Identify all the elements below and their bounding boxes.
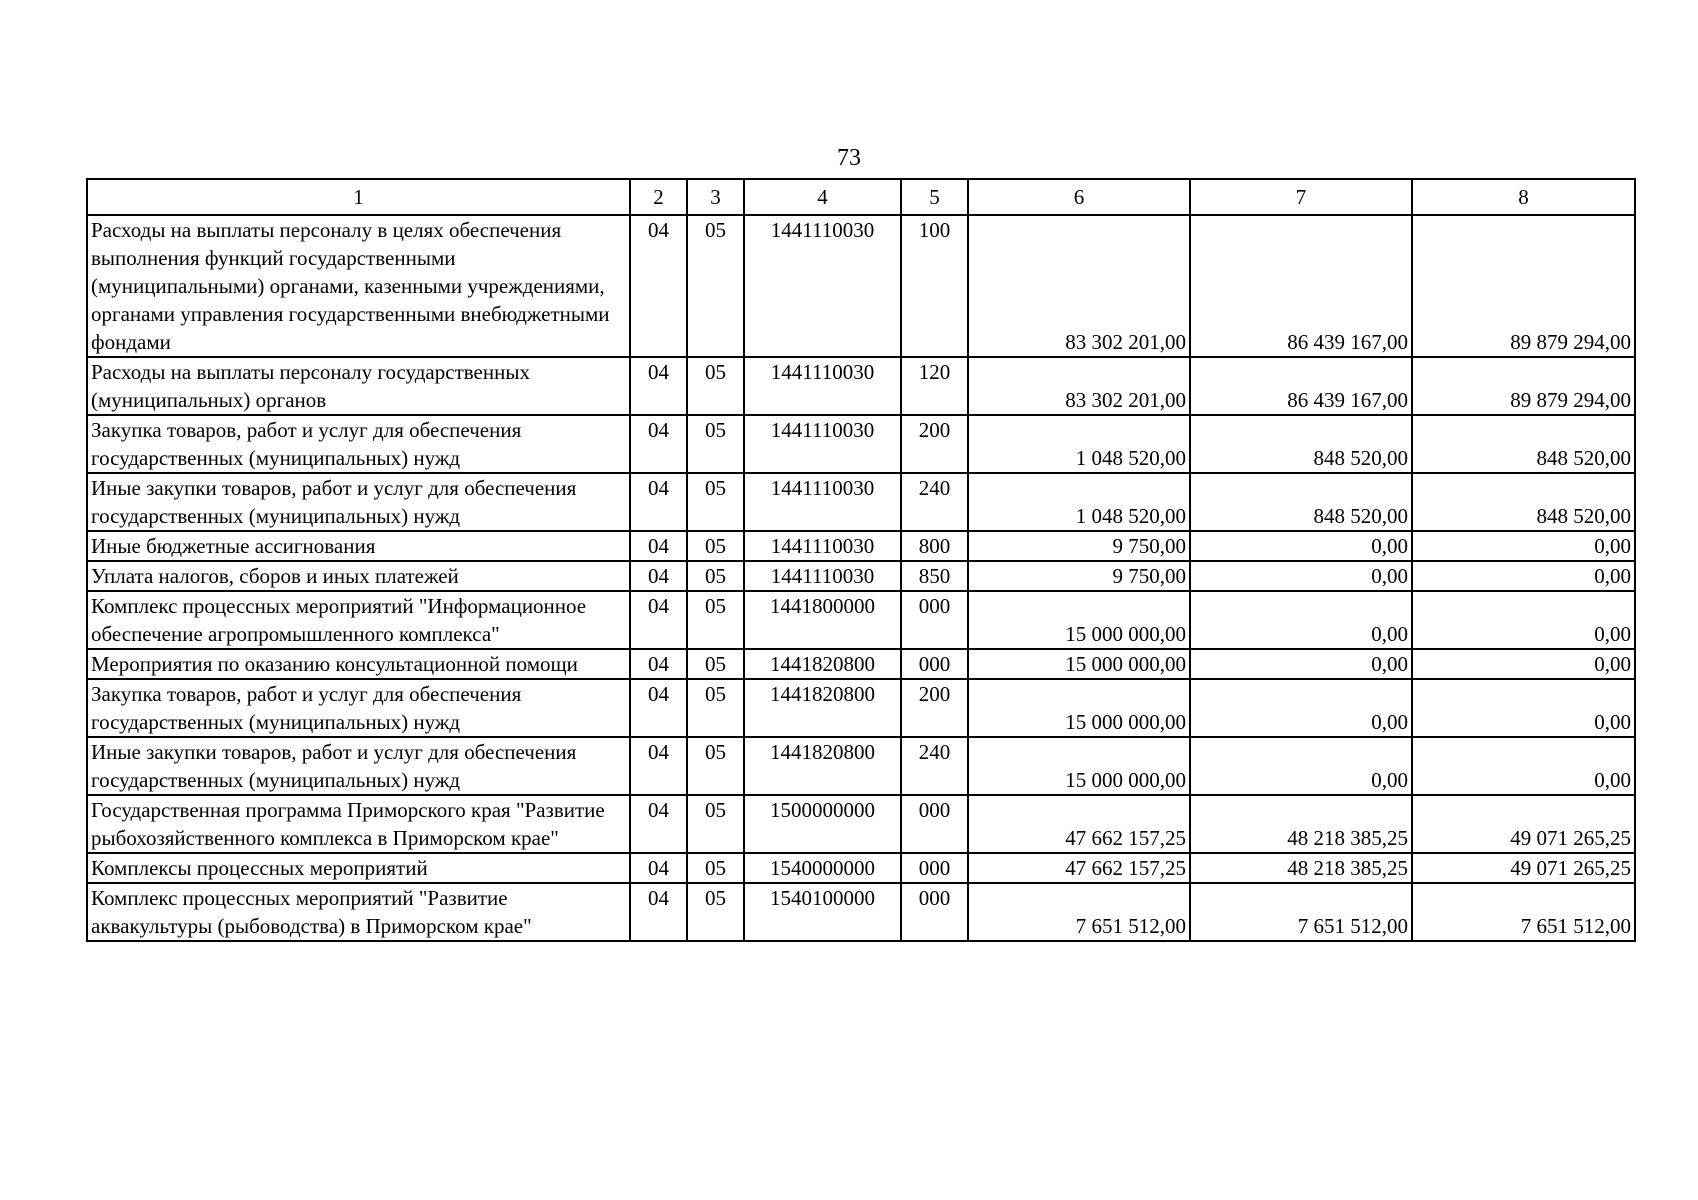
target-article-cell: 1441110030 xyxy=(744,357,901,415)
subsection-code-cell: 05 xyxy=(687,415,744,473)
amount-col8-cell: 0,00 xyxy=(1412,737,1635,795)
amount-col8-cell: 49 071 265,25 xyxy=(1412,853,1635,883)
table-row xyxy=(87,531,1635,561)
subsection-code-cell: 05 xyxy=(687,649,744,679)
subsection-code-cell: 05 xyxy=(687,531,744,561)
amount-col6-cell: 1 048 520,00 xyxy=(968,473,1190,531)
expense-type-cell: 000 xyxy=(901,883,968,941)
row-name-cell: Уплата налогов, сборов и иных платежей xyxy=(87,561,630,591)
column-header: 2 xyxy=(630,179,687,215)
target-article-cell: 1441800000 xyxy=(744,591,901,649)
table-row xyxy=(87,795,1635,853)
amount-col6-cell: 15 000 000,00 xyxy=(968,591,1190,649)
amount-col6-cell: 15 000 000,00 xyxy=(968,737,1190,795)
table-row xyxy=(87,737,1635,795)
section-code-cell: 04 xyxy=(630,561,687,591)
amount-col6-cell: 9 750,00 xyxy=(968,531,1190,561)
table-row xyxy=(87,473,1635,531)
expense-type-cell: 200 xyxy=(901,415,968,473)
amount-col7-cell: 0,00 xyxy=(1190,531,1412,561)
header-row xyxy=(87,179,1635,215)
amount-col8-cell: 0,00 xyxy=(1412,679,1635,737)
expense-type-cell: 240 xyxy=(901,737,968,795)
row-name-cell: Закупка товаров, работ и услуг для обеспечения государственных (муниципальных) нужд xyxy=(87,415,630,473)
section-code-cell: 04 xyxy=(630,531,687,561)
target-article-cell: 1500000000 xyxy=(744,795,901,853)
column-header: 5 xyxy=(901,179,968,215)
amount-col8-cell: 89 879 294,00 xyxy=(1412,215,1635,357)
amount-col6-cell: 7 651 512,00 xyxy=(968,883,1190,941)
expense-type-cell: 000 xyxy=(901,591,968,649)
expense-type-cell: 000 xyxy=(901,853,968,883)
amount-col6-cell: 15 000 000,00 xyxy=(968,649,1190,679)
amount-col8-cell: 0,00 xyxy=(1412,591,1635,649)
target-article-cell: 1441110030 xyxy=(744,215,901,357)
amount-col7-cell: 0,00 xyxy=(1190,561,1412,591)
amount-col7-cell: 848 520,00 xyxy=(1190,473,1412,531)
target-article-cell: 1441110030 xyxy=(744,415,901,473)
amount-col7-cell: 7 651 512,00 xyxy=(1190,883,1412,941)
row-name-cell: Расходы на выплаты персоналу в целях обеспечения выполнения функций государственными (муниципальными) органами, казенными учреждениями, органами управления государственными внебюджетными фондами xyxy=(87,215,630,357)
expense-type-cell: 200 xyxy=(901,679,968,737)
expense-type-cell: 120 xyxy=(901,357,968,415)
row-name-cell: Государственная программа Приморского края "Развитие рыбохозяйственного комплекса в Приморском крае" xyxy=(87,795,630,853)
subsection-code-cell: 05 xyxy=(687,795,744,853)
amount-col8-cell: 0,00 xyxy=(1412,561,1635,591)
subsection-code-cell: 05 xyxy=(687,883,744,941)
amount-col7-cell: 0,00 xyxy=(1190,737,1412,795)
amount-col6-cell: 1 048 520,00 xyxy=(968,415,1190,473)
amount-col6-cell: 83 302 201,00 xyxy=(968,215,1190,357)
section-code-cell: 04 xyxy=(630,853,687,883)
amount-col7-cell: 86 439 167,00 xyxy=(1190,215,1412,357)
section-code-cell: 04 xyxy=(630,883,687,941)
amount-col7-cell: 48 218 385,25 xyxy=(1190,853,1412,883)
target-article-cell: 1540100000 xyxy=(744,883,901,941)
row-name-cell: Мероприятия по оказанию консультационной помощи xyxy=(87,649,630,679)
row-name-cell: Иные закупки товаров, работ и услуг для обеспечения государственных (муниципальных) нужд xyxy=(87,473,630,531)
amount-col7-cell: 848 520,00 xyxy=(1190,415,1412,473)
section-code-cell: 04 xyxy=(630,473,687,531)
page-number: 73 xyxy=(837,145,861,171)
subsection-code-cell: 05 xyxy=(687,215,744,357)
row-name-cell: Комплексы процессных мероприятий xyxy=(87,853,630,883)
row-name-cell: Комплекс процессных мероприятий "Информационное обеспечение агропромышленного комплекса" xyxy=(87,591,630,649)
table-row xyxy=(87,649,1635,679)
column-header: 4 xyxy=(744,179,901,215)
budget-table xyxy=(86,178,1636,942)
target-article-cell: 1441820800 xyxy=(744,649,901,679)
amount-col6-cell: 47 662 157,25 xyxy=(968,853,1190,883)
subsection-code-cell: 05 xyxy=(687,357,744,415)
amount-col8-cell: 49 071 265,25 xyxy=(1412,795,1635,853)
amount-col8-cell: 89 879 294,00 xyxy=(1412,357,1635,415)
row-name-cell: Иные закупки товаров, работ и услуг для обеспечения государственных (муниципальных) нужд xyxy=(87,737,630,795)
amount-col8-cell: 7 651 512,00 xyxy=(1412,883,1635,941)
section-code-cell: 04 xyxy=(630,737,687,795)
amount-col6-cell: 15 000 000,00 xyxy=(968,679,1190,737)
amount-col8-cell: 0,00 xyxy=(1412,649,1635,679)
table-row xyxy=(87,357,1635,415)
table-body xyxy=(87,215,1635,941)
section-code-cell: 04 xyxy=(630,415,687,473)
column-header: 7 xyxy=(1190,179,1412,215)
table-row xyxy=(87,415,1635,473)
row-name-cell: Закупка товаров, работ и услуг для обеспечения государственных (муниципальных) нужд xyxy=(87,679,630,737)
expense-type-cell: 000 xyxy=(901,649,968,679)
target-article-cell: 1540000000 xyxy=(744,853,901,883)
subsection-code-cell: 05 xyxy=(687,473,744,531)
row-name-cell: Расходы на выплаты персоналу государственных (муниципальных) органов xyxy=(87,357,630,415)
subsection-code-cell: 05 xyxy=(687,561,744,591)
section-code-cell: 04 xyxy=(630,649,687,679)
subsection-code-cell: 05 xyxy=(687,737,744,795)
row-name-cell: Иные бюджетные ассигнования xyxy=(87,531,630,561)
table-row xyxy=(87,883,1635,941)
expense-type-cell: 800 xyxy=(901,531,968,561)
table-row xyxy=(87,215,1635,357)
expense-type-cell: 100 xyxy=(901,215,968,357)
amount-col8-cell: 848 520,00 xyxy=(1412,473,1635,531)
section-code-cell: 04 xyxy=(630,679,687,737)
target-article-cell: 1441820800 xyxy=(744,737,901,795)
table-row xyxy=(87,679,1635,737)
amount-col7-cell: 0,00 xyxy=(1190,591,1412,649)
section-code-cell: 04 xyxy=(630,591,687,649)
target-article-cell: 1441110030 xyxy=(744,473,901,531)
target-article-cell: 1441110030 xyxy=(744,531,901,561)
table-row xyxy=(87,561,1635,591)
amount-col7-cell: 0,00 xyxy=(1190,649,1412,679)
amount-col8-cell: 848 520,00 xyxy=(1412,415,1635,473)
expense-type-cell: 000 xyxy=(901,795,968,853)
row-name-cell: Комплекс процессных мероприятий "Развитие аквакультуры (рыбоводства) в Приморском крае" xyxy=(87,883,630,941)
amount-col7-cell: 48 218 385,25 xyxy=(1190,795,1412,853)
section-code-cell: 04 xyxy=(630,357,687,415)
subsection-code-cell: 05 xyxy=(687,679,744,737)
target-article-cell: 1441110030 xyxy=(744,561,901,591)
amount-col6-cell: 83 302 201,00 xyxy=(968,357,1190,415)
amount-col8-cell: 0,00 xyxy=(1412,531,1635,561)
section-code-cell: 04 xyxy=(630,215,687,357)
subsection-code-cell: 05 xyxy=(687,591,744,649)
target-article-cell: 1441820800 xyxy=(744,679,901,737)
column-header: 6 xyxy=(968,179,1190,215)
amount-col7-cell: 0,00 xyxy=(1190,679,1412,737)
table-row xyxy=(87,853,1635,883)
table-row xyxy=(87,591,1635,649)
expense-type-cell: 240 xyxy=(901,473,968,531)
amount-col6-cell: 47 662 157,25 xyxy=(968,795,1190,853)
column-header: 8 xyxy=(1412,179,1635,215)
section-code-cell: 04 xyxy=(630,795,687,853)
column-header: 1 xyxy=(87,179,630,215)
subsection-code-cell: 05 xyxy=(687,853,744,883)
amount-col7-cell: 86 439 167,00 xyxy=(1190,357,1412,415)
column-header: 3 xyxy=(687,179,744,215)
amount-col6-cell: 9 750,00 xyxy=(968,561,1190,591)
expense-type-cell: 850 xyxy=(901,561,968,591)
